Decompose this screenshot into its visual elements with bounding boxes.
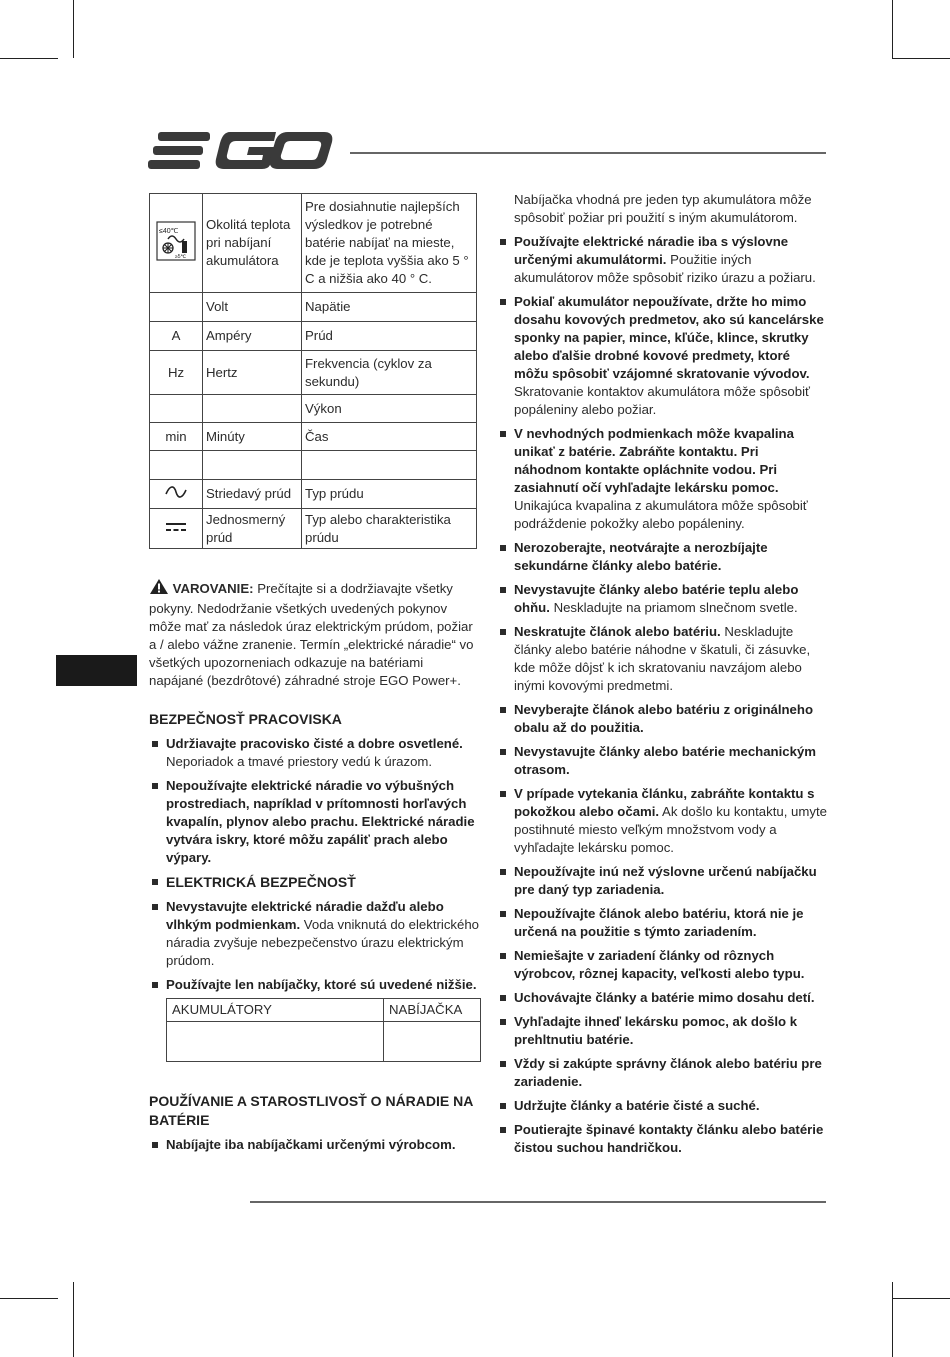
symbol-meaning: Pre dosiahnutie najlepších výsledkov je potrebné batérie nabíjať na mieste, kde je teplota vyššia ako 5 ° C a nižšia ako 40 ° C. <box>302 194 477 293</box>
table-row <box>150 194 477 293</box>
symbol-cell <box>150 451 203 480</box>
symbol-name: Striedavý prúd <box>203 480 302 509</box>
symbol-name: Hertz <box>203 351 302 395</box>
symbol-meaning: Typ alebo charakteristika prúdu <box>302 509 477 549</box>
table-header: AKUMULÁTORY <box>167 999 384 1022</box>
table-row <box>167 999 481 1022</box>
warning-block <box>149 578 479 690</box>
chapter-tab <box>56 655 137 686</box>
list-item: Udržiavajte pracovisko čisté a dobre osvetlené. Neporiadok a tmavé priestory vedú k úrazom. <box>149 735 479 771</box>
svg-text:≤40℃: ≤40℃ <box>159 227 179 235</box>
symbol-cell: min <box>150 423 203 451</box>
list-item: Uchovávajte články a batérie mimo dosahu detí. <box>497 989 827 1007</box>
symbol-name <box>203 451 302 480</box>
crop-mark <box>892 0 893 58</box>
list-item: Používajte len nabíjačky, ktoré sú uvedené nižšie. <box>149 976 479 994</box>
table-row <box>150 480 477 509</box>
intro-text: Nabíjačka vhodná pre jeden typ akumulátora môže spôsobiť požiar pri použití s iným akumulátorom. <box>514 192 812 225</box>
crop-mark <box>73 1282 74 1357</box>
list-item: V nevhodných podmienkach môže kvapalina unikať z batérie. Zabráňte kontaktu. Pri náhodnom kontakte opláchnite vodou. Pri zasiahnutí očí vyhľadajte lekársku pomoc. Unikajúca kvapalina z akumulátora môže spôsobiť podráždenie pokožky alebo popáleniny. <box>497 425 827 533</box>
list-item: Nevystavujte články alebo batérie mechanickým otrasom. <box>497 743 827 779</box>
symbol-meaning: Frekvencia (cyklov za sekundu) <box>302 351 477 395</box>
list-item: Nevystavujte elektrické náradie dažďu alebo vlhkým podmienkam. Voda vniknutá do elektrického náradia zvyšuje nebezpečenstvo úrazu elektrickým prúdom. <box>149 898 479 970</box>
table-row <box>150 351 477 395</box>
symbol-meaning: Čas <box>302 423 477 451</box>
warning-icon <box>149 578 169 600</box>
workplace-list <box>149 735 479 994</box>
table-row <box>150 395 477 423</box>
header-rule <box>350 152 826 154</box>
direct-current-icon <box>165 521 187 536</box>
list-item: Pokiaľ akumulátor nepoužívate, držte ho mimo dosahu kovových predmetov, ako sú kancelárske sponky na papier, mince, kľúče, klince, skrutky alebo ďalšie drobné kovové predmety, ktoré môžu spôsobiť vzájomné skratovanie vývodov. Skratovanie kontaktov akumulátora môže spôsobiť popáleniny alebo požiar. <box>497 293 827 419</box>
symbol-cell <box>150 395 203 423</box>
list-item: Nemiešajte v zariadení články od rôznych výrobcov, rôznej kapacity, veľkosti alebo typu. <box>497 947 827 983</box>
warning-title: VAROVANIE: <box>172 581 254 596</box>
symbol-table <box>149 193 477 549</box>
table-row <box>150 451 477 480</box>
list-item: Nerozoberajte, neotvárajte a nerozbíjajte sekundárne články alebo batérie. <box>497 539 827 575</box>
charger-table <box>166 998 481 1062</box>
symbol-cell <box>150 194 203 293</box>
footer-rule <box>250 1201 826 1203</box>
symbol-cell <box>150 509 203 549</box>
list-item: Nepoužívajte článok alebo batériu, ktorá nie je určená na použitie s týmto zariadením. <box>497 905 827 941</box>
list-item: Udržujte články a batérie čisté a suché. <box>497 1097 827 1115</box>
table-header: NABÍJAČKA <box>384 999 481 1022</box>
list-item: Používajte elektrické náradie iba s výslovne určenými akumulátormi. Použitie iných akumulátorov môže spôsobiť riziko úrazu a požiaru. <box>497 233 827 287</box>
table-cell <box>167 1022 384 1062</box>
list-item: ELEKTRICKÁ BEZPEČNOSŤ <box>149 873 479 892</box>
alternating-current-icon <box>165 486 187 501</box>
table-row <box>150 322 477 351</box>
symbol-name: Minúty <box>203 423 302 451</box>
list-item: Nabíjajte iba nabíjačkami určenými výrobcom. <box>149 1136 479 1154</box>
table-cell <box>384 1022 481 1062</box>
list-item: V prípade vytekania článku, zabráňte kontaktu s pokožkou alebo očami. Ak došlo ku kontaktu, umyte postihnuté miesto veľkým množstvom vody a vyhľadajte lekársku pomoc. <box>497 785 827 857</box>
table-row <box>150 509 477 549</box>
crop-mark <box>0 58 58 59</box>
battery-list <box>149 1136 479 1154</box>
symbol-name <box>203 395 302 423</box>
crop-mark <box>892 1282 893 1357</box>
crop-mark <box>73 0 74 58</box>
symbol-meaning: Typ prúdu <box>302 480 477 509</box>
list-item: Nevyberajte článok alebo batériu z originálneho obalu až do použitia. <box>497 701 827 737</box>
list-item: Nepoužívajte elektrické náradie vo výbušných prostrediach, napríklad v prítomnosti horľavých kvapalín, plynov alebo prachu. Elektrické náradie vytvára iskry, ktoré môžu zapáliť prach alebo výpary. <box>149 777 479 867</box>
battery-safety-list <box>497 233 827 1157</box>
list-item: Nevystavujte články alebo batérie teplu alebo ohňu. Neskladujte na priamom slnečnom svetle. <box>497 581 827 617</box>
section-heading: POUŽÍVANIE A STAROSTLIVOSŤ O NÁRADIE NA BATÉRIE <box>149 1093 473 1128</box>
list-item: Vyhľadajte ihneď lekársku pomoc, ak došlo k prehltnutiu batérie. <box>497 1013 827 1049</box>
list-item: Nepoužívajte inú než výslovne určenú nabíjačku pre daný typ zariadenia. <box>497 863 827 899</box>
section-heading: BEZPEČNOSŤ PRACOVISKA <box>149 711 342 727</box>
crop-mark <box>892 1298 950 1299</box>
list-item: Poutierajte špinavé kontakty článku alebo batérie čistou suchou handričkou. <box>497 1121 827 1157</box>
symbol-cell <box>150 480 203 509</box>
symbol-cell: A <box>150 322 203 351</box>
list-item: Vždy si zakúpte správny článok alebo batériu pre zariadenie. <box>497 1055 827 1091</box>
symbol-name: Okolitá teplota pri nabíjaní akumulátora <box>203 194 302 293</box>
symbol-meaning: Napätie <box>302 293 477 322</box>
svg-text:≥5℃: ≥5℃ <box>175 253 187 260</box>
symbol-name: Ampéry <box>203 322 302 351</box>
left-column <box>149 578 479 1160</box>
symbol-name: Jednosmerný prúd <box>203 509 302 549</box>
symbol-meaning <box>302 451 477 480</box>
symbol-name: Volt <box>203 293 302 322</box>
crop-mark <box>892 58 950 59</box>
ego-logo <box>148 128 333 174</box>
symbol-meaning: Výkon <box>302 395 477 423</box>
temperature-charging-icon <box>156 227 196 264</box>
symbol-cell: Hz <box>150 351 203 395</box>
warning-text: Prečítajte si a dodržiavajte všetky pokyny. Nedodržanie všetkých uvedených pokynov môže mať za následok úraz elektrickým prúdom, požiar a / alebo vážne zranenie. Termín „elektrické náradie“ vo všetkých upozorneniach odkazuje na batériami napájané (bezdrôtové) záhradné stroje EGO Power+. <box>149 581 474 688</box>
symbol-meaning: Prúd <box>302 322 477 351</box>
table-row <box>150 293 477 322</box>
table-row <box>167 1022 481 1062</box>
crop-mark <box>0 1298 58 1299</box>
list-item: Neskratujte článok alebo batériu. Neskladujte články alebo batérie náhodne v škatuli, či zásuvke, kde môže dôjsť k ich skratovaniu navzájom alebo inými kovovými predmetmi. <box>497 623 827 695</box>
right-column <box>497 191 827 1163</box>
table-row <box>150 423 477 451</box>
symbol-cell <box>150 293 203 322</box>
